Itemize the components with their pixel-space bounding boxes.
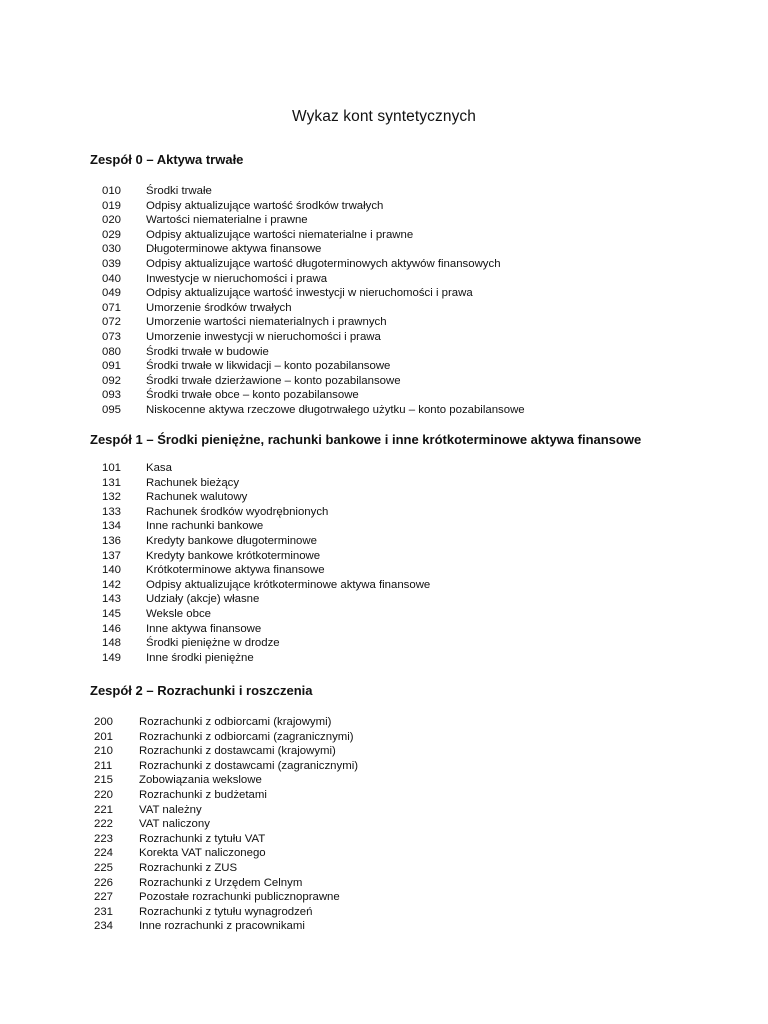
account-code: 095 bbox=[102, 403, 122, 416]
account-row bbox=[0, 213, 700, 228]
account-code: 133 bbox=[102, 505, 122, 518]
section-heading-0: Zespół 0 – Aktywa trwałe bbox=[90, 152, 244, 167]
account-name: Inne środki pieniężne bbox=[146, 651, 254, 664]
account-name: Korekta VAT naliczonego bbox=[139, 847, 266, 860]
account-code: 149 bbox=[102, 651, 122, 664]
account-name: Środki trwałe w budowie bbox=[146, 345, 269, 358]
account-code: 142 bbox=[102, 578, 122, 591]
account-name: Krótkoterminowe aktywa finansowe bbox=[146, 564, 325, 577]
account-name: Rozrachunki z odbiorcami (zagranicznymi) bbox=[139, 730, 354, 743]
account-list-1 bbox=[0, 461, 700, 665]
account-name: Inne rozrachunki z pracownikami bbox=[139, 920, 305, 933]
account-row bbox=[0, 905, 700, 920]
account-row bbox=[0, 242, 700, 257]
account-name: Weksle obce bbox=[146, 607, 212, 620]
account-name: Rozrachunki z budżetami bbox=[139, 788, 267, 801]
account-row bbox=[0, 519, 700, 534]
account-row bbox=[0, 534, 700, 549]
account-name: Długoterminowe aktywa finansowe bbox=[146, 243, 322, 256]
account-name: Środki trwałe obce – konto pozabilansowe bbox=[146, 389, 359, 402]
account-code: 101 bbox=[102, 462, 122, 474]
account-code: 222 bbox=[94, 818, 114, 831]
account-row bbox=[0, 549, 700, 564]
account-name: Środki pieniężne w drodze bbox=[146, 637, 280, 650]
account-name: Umorzenie środków trwałych bbox=[146, 301, 292, 314]
account-name: Środki trwałe dzierżawione – konto pozabilansowe bbox=[146, 374, 401, 387]
account-name: Rozrachunki z dostawcami (krajowymi) bbox=[139, 745, 336, 758]
account-row bbox=[0, 803, 700, 818]
account-name: Odpisy aktualizujące wartości niematerialne i prawne bbox=[146, 228, 414, 241]
section-heading-1: Zespół 1 – Środki pieniężne, rachunki bankowe i inne krótkoterminowe aktywa finansowe bbox=[90, 432, 642, 447]
account-code: 092 bbox=[102, 374, 122, 387]
account-code: 029 bbox=[102, 228, 122, 241]
account-code: 210 bbox=[94, 745, 114, 758]
account-row bbox=[0, 788, 700, 803]
account-name: Umorzenie inwestycji w nieruchomości i prawa bbox=[146, 330, 381, 343]
account-code: 093 bbox=[102, 389, 122, 402]
account-row bbox=[0, 817, 700, 832]
account-name: Pozostałe rozrachunki publicznoprawne bbox=[139, 891, 340, 904]
account-code: 231 bbox=[94, 905, 114, 918]
account-code: 131 bbox=[102, 476, 122, 489]
account-name: Rozrachunki z tytułu wynagrodzeń bbox=[139, 905, 313, 918]
account-code: 040 bbox=[102, 272, 122, 285]
account-row bbox=[0, 476, 700, 491]
account-code: 234 bbox=[94, 920, 114, 933]
account-name: Inne rachunki bankowe bbox=[146, 520, 264, 533]
account-name: Rozrachunki z ZUS bbox=[139, 861, 238, 874]
account-name: Umorzenie wartości niematerialnych i prawnych bbox=[146, 316, 387, 329]
account-name: Niskocenne aktywa rzeczowe długotrwałego użytku – konto pozabilansowe bbox=[146, 403, 525, 416]
account-code: 030 bbox=[102, 243, 122, 256]
account-row bbox=[0, 861, 700, 876]
account-row bbox=[0, 592, 700, 607]
account-row bbox=[0, 199, 700, 214]
account-row bbox=[0, 759, 700, 774]
account-code: 049 bbox=[102, 287, 122, 300]
account-name: Inne aktywa finansowe bbox=[146, 622, 262, 635]
account-code: 039 bbox=[102, 257, 122, 270]
account-name: Odpisy aktualizujące krótkoterminowe aktywa finansowe bbox=[146, 578, 431, 591]
section-heading-2: Zespół 2 – Rozrachunki i roszczenia bbox=[90, 683, 313, 698]
account-row bbox=[0, 919, 700, 934]
account-name: Kredyty bankowe długoterminowe bbox=[146, 534, 317, 547]
account-row bbox=[0, 846, 700, 861]
account-code: 143 bbox=[102, 593, 122, 606]
account-code: 201 bbox=[94, 730, 114, 743]
account-row bbox=[0, 744, 700, 759]
account-code: 071 bbox=[102, 301, 122, 314]
account-row bbox=[0, 330, 700, 345]
account-code: 223 bbox=[94, 832, 114, 845]
account-code: 225 bbox=[94, 861, 114, 874]
account-code: 140 bbox=[102, 564, 122, 577]
account-code: 226 bbox=[94, 876, 114, 889]
account-code: 072 bbox=[102, 316, 122, 329]
account-row bbox=[0, 505, 700, 520]
account-row bbox=[0, 228, 700, 243]
account-list-0 bbox=[0, 184, 700, 418]
account-row bbox=[0, 651, 700, 666]
account-row bbox=[0, 563, 700, 578]
account-code: 145 bbox=[102, 607, 122, 620]
account-row bbox=[0, 374, 700, 389]
account-name: Rozrachunki z Urzędem Celnym bbox=[139, 876, 303, 889]
account-row bbox=[0, 832, 700, 847]
account-name: Zobowiązania wekslowe bbox=[139, 774, 262, 787]
account-name: Odpisy aktualizujące wartość środków trwałych bbox=[146, 199, 384, 212]
account-code: 080 bbox=[102, 345, 122, 358]
account-code: 073 bbox=[102, 330, 122, 343]
account-name: Odpisy aktualizujące wartość długoterminowych aktywów finansowych bbox=[146, 257, 501, 270]
account-name: VAT należny bbox=[139, 803, 202, 816]
account-code: 132 bbox=[102, 491, 122, 504]
account-code: 148 bbox=[102, 637, 122, 650]
account-row bbox=[0, 890, 700, 905]
account-code: 019 bbox=[102, 199, 122, 212]
account-code: 200 bbox=[94, 716, 114, 728]
account-row bbox=[0, 876, 700, 891]
account-name: Kredyty bankowe krótkoterminowe bbox=[146, 549, 321, 562]
document-title: Wykaz kont syntetycznych bbox=[291, 108, 477, 125]
account-code: 020 bbox=[102, 214, 122, 227]
account-name: Rachunek środków wyodrębnionych bbox=[146, 505, 329, 518]
account-row bbox=[0, 773, 700, 788]
account-row bbox=[0, 345, 700, 360]
account-row bbox=[0, 315, 700, 330]
account-row bbox=[0, 286, 700, 301]
account-code: 136 bbox=[102, 534, 122, 547]
account-code: 224 bbox=[94, 847, 114, 860]
account-name: Wartości niematerialne i prawne bbox=[146, 214, 308, 227]
account-code: 091 bbox=[102, 360, 122, 373]
account-row bbox=[0, 636, 700, 651]
account-row bbox=[0, 272, 700, 287]
account-row bbox=[0, 359, 700, 374]
account-name: VAT naliczony bbox=[139, 818, 210, 831]
account-code: 010 bbox=[102, 185, 122, 197]
account-name: Inwestycje w nieruchomości i prawa bbox=[146, 272, 328, 285]
account-row bbox=[0, 730, 700, 745]
account-code: 211 bbox=[94, 759, 113, 772]
account-list-2 bbox=[0, 715, 700, 934]
account-row bbox=[0, 257, 700, 272]
account-code: 227 bbox=[94, 891, 114, 904]
account-row bbox=[0, 403, 700, 418]
account-row bbox=[0, 184, 700, 199]
account-row bbox=[0, 715, 700, 730]
account-row bbox=[0, 622, 700, 637]
account-code: 220 bbox=[94, 788, 114, 801]
account-code: 146 bbox=[102, 622, 122, 635]
account-name: Kasa bbox=[146, 462, 172, 474]
account-row bbox=[0, 490, 700, 505]
account-row bbox=[0, 301, 700, 316]
account-name: Rachunek bieżący bbox=[146, 476, 240, 489]
account-code: 137 bbox=[102, 549, 122, 562]
account-code: 221 bbox=[94, 803, 114, 816]
account-row bbox=[0, 578, 700, 593]
account-code: 134 bbox=[102, 520, 122, 533]
account-name: Rozrachunki z dostawcami (zagranicznymi) bbox=[139, 759, 359, 772]
account-name: Środki trwałe bbox=[146, 185, 212, 197]
account-code: 215 bbox=[94, 774, 114, 787]
account-name: Rozrachunki z tytułu VAT bbox=[139, 832, 266, 845]
account-name: Odpisy aktualizujące wartość inwestycji w nieruchomości i prawa bbox=[146, 287, 473, 300]
account-row bbox=[0, 461, 700, 476]
account-name: Środki trwałe w likwidacji – konto pozabilansowe bbox=[146, 360, 391, 373]
account-row bbox=[0, 607, 700, 622]
account-name: Rozrachunki z odbiorcami (krajowymi) bbox=[139, 716, 332, 728]
account-row bbox=[0, 388, 700, 403]
account-name: Udziały (akcje) własne bbox=[146, 593, 260, 606]
account-name: Rachunek walutowy bbox=[146, 491, 248, 504]
